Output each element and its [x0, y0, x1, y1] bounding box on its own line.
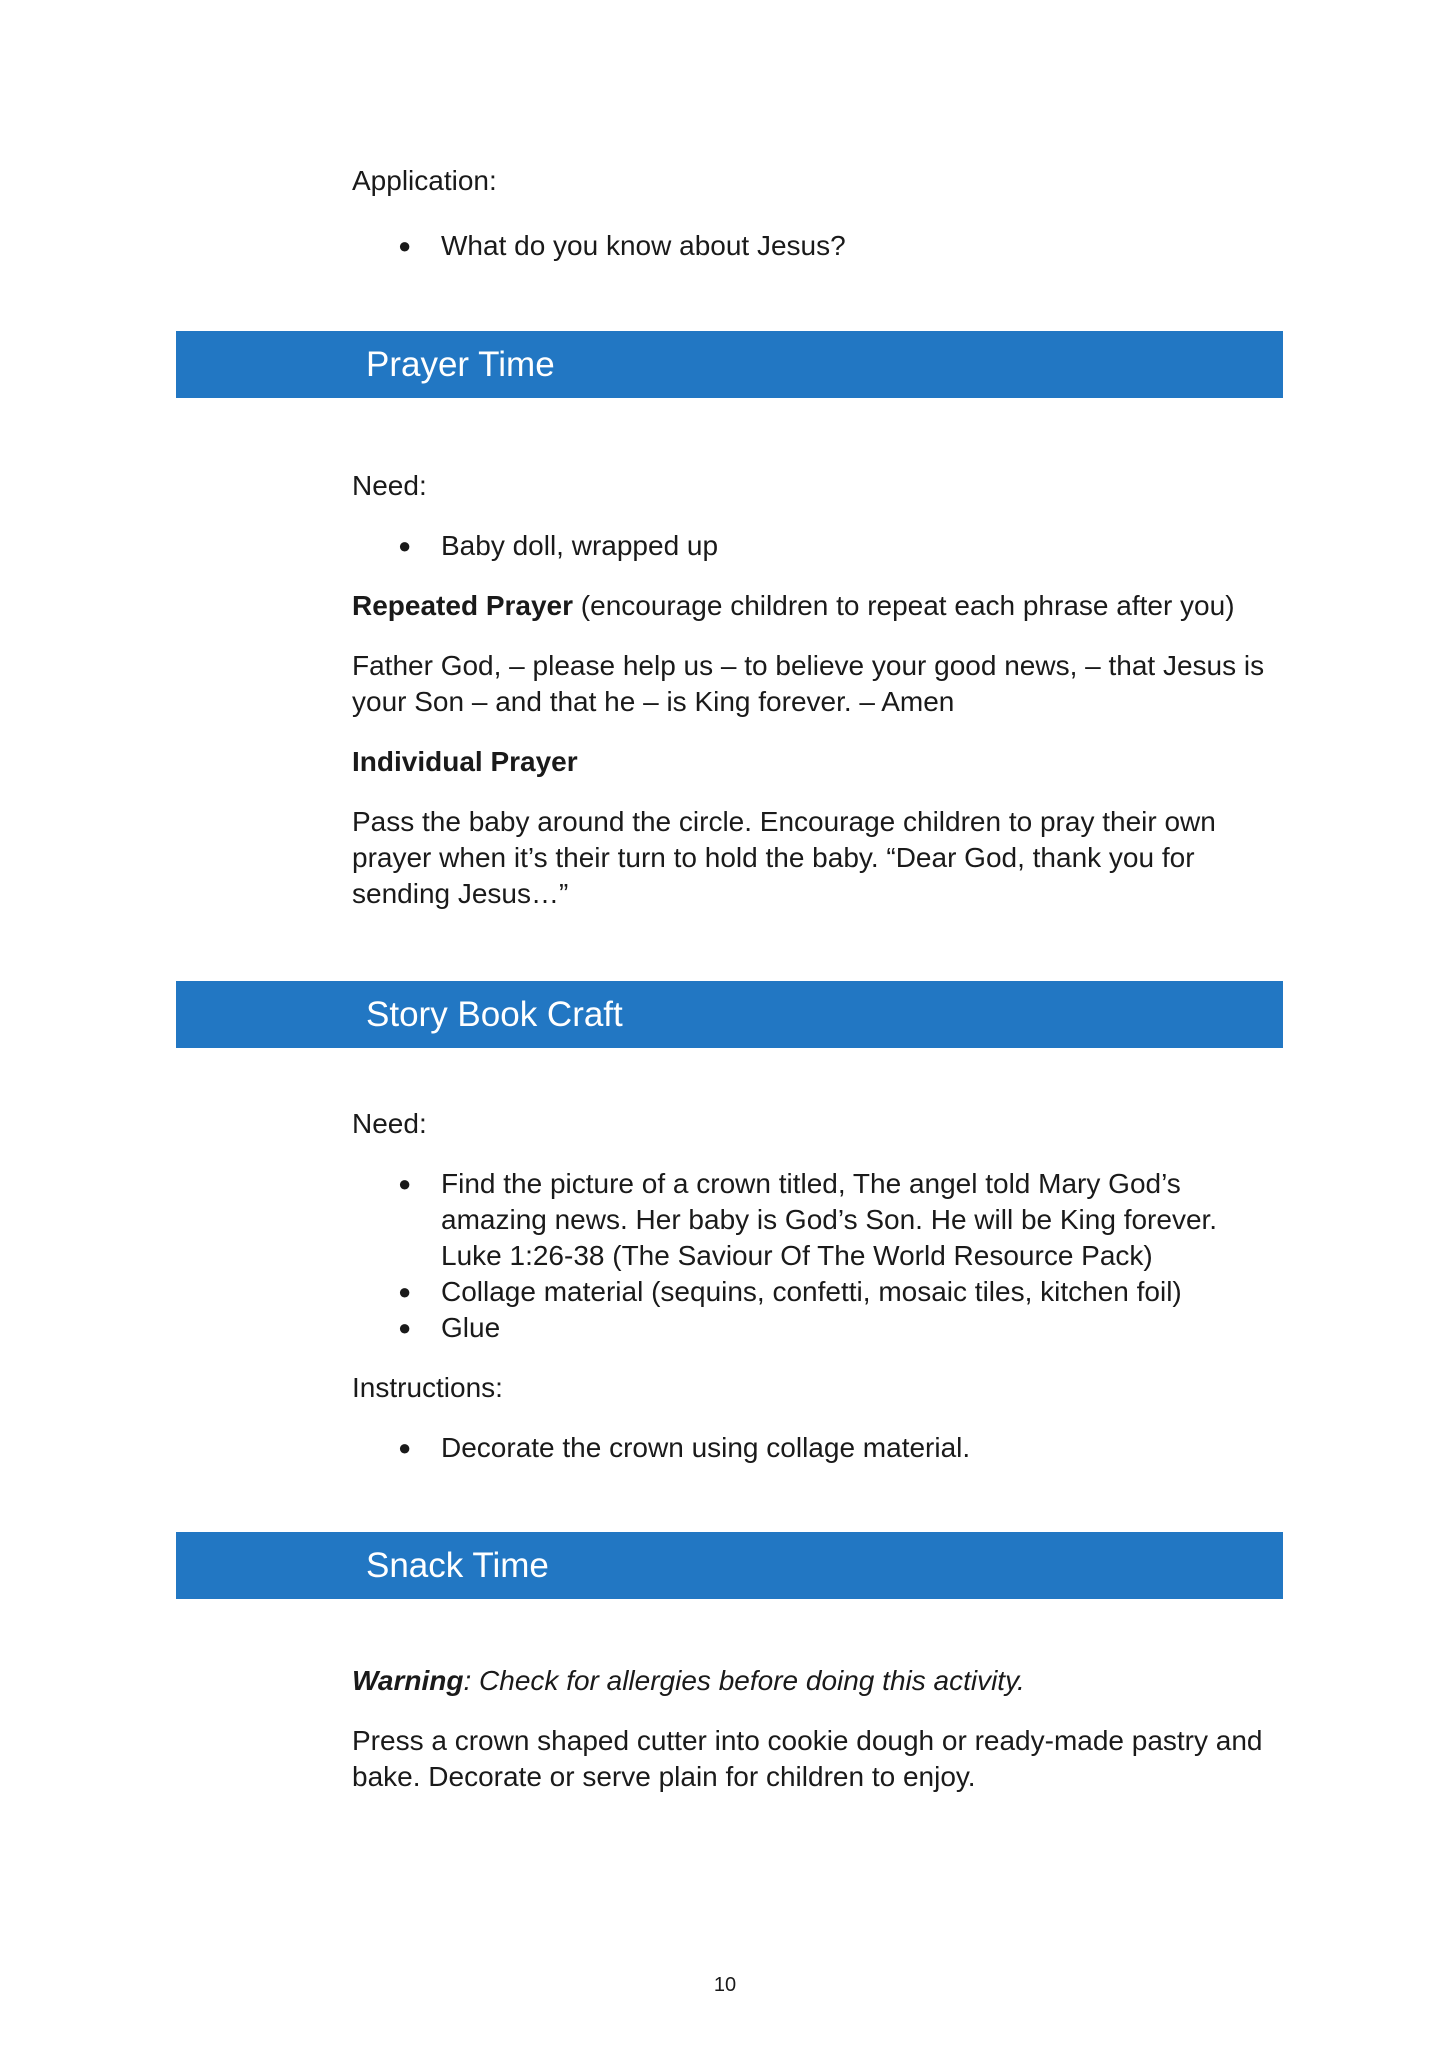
need-label: Need:	[352, 470, 427, 501]
bullet-icon: ●	[398, 1279, 412, 1304]
story-book-craft-section	[352, 1106, 1277, 1466]
bullet-icon: ●	[398, 1171, 412, 1196]
application-list	[352, 228, 1277, 264]
list-item-text: What do you know about Jesus?	[441, 230, 846, 261]
instructions-label: Instructions:	[352, 1372, 503, 1403]
warning-paragraph	[352, 1663, 1277, 1699]
bullet-icon: ●	[398, 1315, 412, 1340]
list-item	[352, 1310, 1277, 1346]
need-list	[352, 528, 1277, 564]
list-item	[352, 228, 1277, 264]
list-item	[352, 1274, 1277, 1310]
application-label: Application:	[352, 165, 497, 196]
list-item-text: Glue	[441, 1312, 501, 1343]
section-banner-snack-time	[176, 1532, 1283, 1599]
section-heading: Story Book Craft	[366, 995, 623, 1034]
repeated-prayer-paragraph	[352, 588, 1277, 624]
section-banner-prayer-time	[176, 331, 1283, 398]
warning-label: Warning	[352, 1665, 464, 1696]
bullet-icon: ●	[398, 233, 412, 258]
list-item	[352, 1166, 1277, 1274]
snack-time-section	[352, 1663, 1277, 1795]
bullet-icon: ●	[398, 533, 412, 558]
bullet-icon: ●	[398, 1435, 412, 1460]
section-banner-story-book-craft	[176, 981, 1283, 1048]
individual-prayer-text: Pass the baby around the circle. Encourage children to pray their own prayer when it’s their turn to hold the baby. “Dear God, thank you for sending Jesus…”	[352, 806, 1216, 909]
snack-instructions-text: Press a crown shaped cutter into cookie dough or ready-made pastry and bake. Decorate or serve plain for children to enjoy.	[352, 1725, 1263, 1792]
warning-text: : Check for allergies before doing this activity.	[463, 1665, 1025, 1696]
section-heading: Snack Time	[366, 1546, 549, 1585]
section-heading: Prayer Time	[366, 345, 555, 384]
prayer-time-section	[352, 468, 1277, 912]
list-item-text: Find the picture of a crown titled, The angel told Mary God’s amazing news. Her baby is God’s Son. He will be King forever. Luke 1:26-38 (The Saviour Of The World Resource Pack)	[441, 1168, 1218, 1271]
application-section	[352, 163, 1277, 264]
list-item-text: Collage material (sequins, confetti, mosaic tiles, kitchen foil)	[441, 1276, 1182, 1307]
list-item-text: Baby doll, wrapped up	[441, 530, 719, 561]
repeated-prayer-label: Repeated Prayer	[352, 590, 574, 621]
need-list	[352, 1166, 1277, 1346]
repeated-prayer-note: (encourage children to repeat each phrase after you)	[573, 590, 1235, 621]
instructions-list	[352, 1430, 1277, 1466]
list-item	[352, 528, 1277, 564]
individual-prayer-label: Individual Prayer	[352, 746, 578, 777]
repeated-prayer-text: Father God, – please help us – to believe your good news, – that Jesus is your Son – and that he – is King forever. – Amen	[352, 650, 1265, 717]
list-item	[352, 1430, 1277, 1466]
list-item-text: Decorate the crown using collage material.	[441, 1432, 971, 1463]
need-label: Need:	[352, 1108, 427, 1139]
page-number: 10	[713, 1974, 737, 1996]
